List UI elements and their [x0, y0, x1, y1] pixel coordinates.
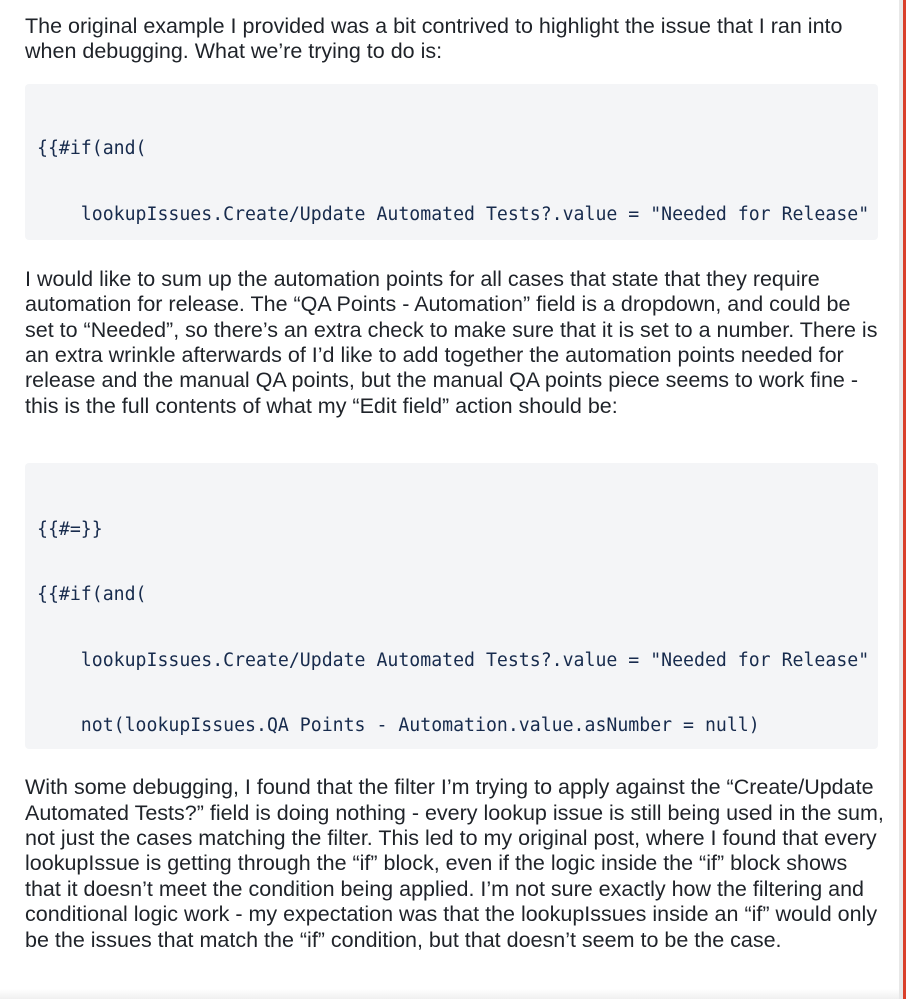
code-line: lookupIssues.Create/Update Automated Tests?.value = "Needed for Release": [37, 203, 870, 225]
closing-paragraph: With some debugging, I found that the filter I’m trying to apply against the “Create/Update Automated Tests?” field is doing nothing - every lookup issue is still being used in the sum, not just the cases matching the filter. This led to my original post, where I found that every lookupIssue is getting through the “if” block, even if the logic inside the “if” block shows that it doesn’t meet the condition being applied. I’m not sure exactly how the filtering and conditional logic work - my expectation was that the lookupIssues inside an “if” would only be the issues that match the “if” condition, but that doesn’t seem to be the case.: [25, 775, 884, 952]
bottom-edge-shadow: [0, 989, 899, 999]
right-border-accent: [899, 0, 906, 999]
code-line: {{#if(and(: [37, 138, 147, 160]
code-block-edit-field[interactable]: [25, 463, 878, 749]
explanation-paragraph: I would like to sum up the automation points for all cases that state that they require automation for release. The “QA Points - Automation” field is a dropdown, and could be set to “Needed”, so there’s an extra check to make sure that it is set to a number. There is an extra wrinkle afterwards of I’d like to add together the automation points needed for release and the manual QA points, but the manual QA points piece seems to work fine - this is the full contents of what my “Edit field” action should be:: [25, 266, 878, 418]
code-line: {{#=}}: [37, 518, 103, 540]
code-block-condition[interactable]: [25, 84, 878, 240]
code-line: {{#if(and(: [37, 584, 147, 606]
code-line: lookupIssues.Create/Update Automated Tests?.value = "Needed for Release": [37, 649, 870, 671]
intro-paragraph: The original example I provided was a bit contrived to highlight the issue that I ran into when debugging. What we’re trying to do is:: [25, 14, 843, 64]
code-line: not(lookupIssues.QA Points - Automation.value.asNumber = null): [37, 715, 760, 737]
